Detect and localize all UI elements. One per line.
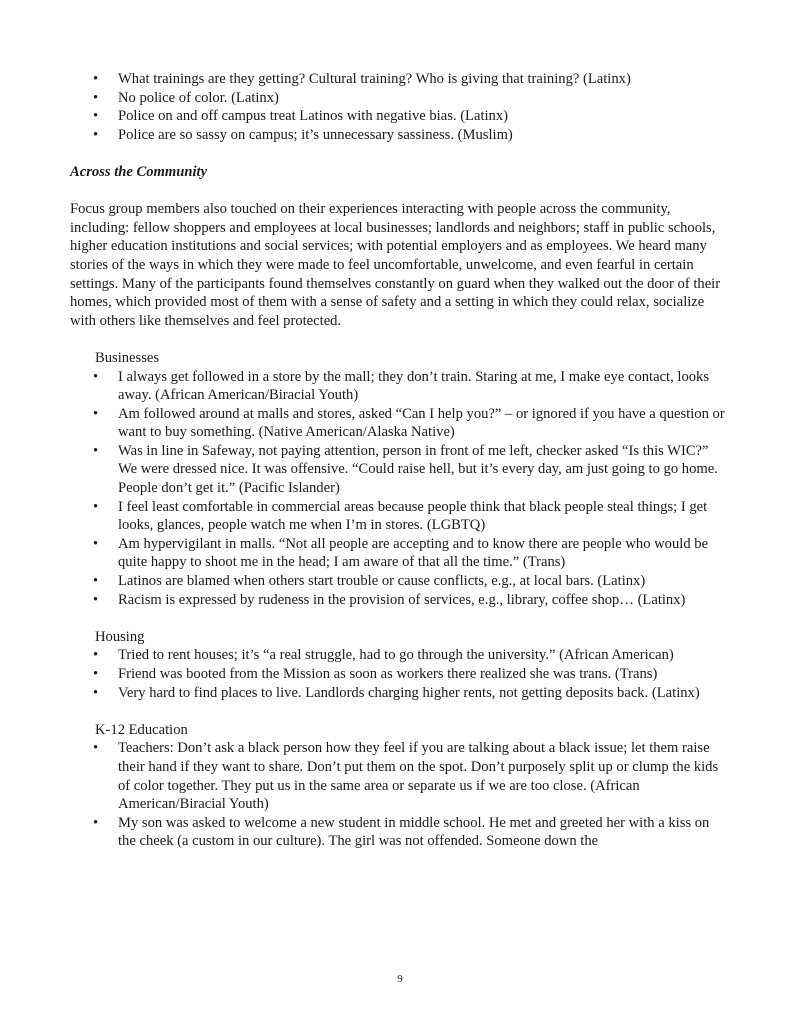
- housing-list: [70, 646, 730, 702]
- list-item: • Police are so sassy on campus; it’s unnecessary sassiness. (Muslim): [70, 126, 730, 145]
- list-item: • No police of color. (Latinx): [70, 89, 730, 108]
- businesses-label: Businesses: [95, 349, 160, 366]
- k12-list: [70, 739, 730, 851]
- businesses-section: [70, 349, 730, 609]
- list-item: • My son was asked to welcome a new student in middle school. He met and greeted her with a kiss on the cheek (a custom in our culture). The girl was not offended. Someone down the: [70, 814, 730, 851]
- list-item: • Am hypervigilant in malls. “Not all people are accepting and to know there are people who would be quite happy to shoot me in the head; I am aware of that all the time.” (Trans): [70, 535, 730, 572]
- list-item: • Police on and off campus treat Latinos with negative bias. (Latinx): [70, 107, 730, 126]
- housing-label: Housing: [95, 628, 145, 645]
- list-item: • I always get followed in a store by the mall; they don’t train. Staring at me, I make eye contact, looks away. (African American/Biracial Youth): [70, 368, 730, 405]
- page-number: 9: [397, 973, 403, 985]
- list-item: • Latinos are blamed when others start trouble or cause conflicts, e.g., at local bars. (Latinx): [70, 572, 730, 591]
- list-item: • I feel least comfortable in commercial areas because people think that black people steal things; I get looks, glances, people watch me when I’m in stores. (LGBTQ): [70, 498, 730, 535]
- document-page: [70, 70, 730, 870]
- list-item: • Friend was booted from the Mission as soon as workers there realized she was trans. (Trans): [70, 665, 730, 684]
- businesses-list: [70, 368, 730, 610]
- list-item: • Teachers: Don’t ask a black person how they feel if you are talking about a black issue; let them raise their hand if they want to share. Don’t put them on the spot. Don’t purposely split up or clump the kids of color together. They put us in the same area or separate us if we are too close. (African American/Biracial Youth): [70, 739, 730, 813]
- list-item: • Racism is expressed by rudeness in the provision of services, e.g., library, coffee shop… (Latinx): [70, 591, 730, 610]
- police-bullet-list: [70, 70, 730, 144]
- housing-section: [70, 628, 730, 702]
- k12-section: [70, 721, 730, 851]
- section-heading: Across the Community: [70, 163, 208, 180]
- list-item: • Tried to rent houses; it’s “a real struggle, had to go through the university.” (African American): [70, 646, 730, 665]
- k12-label: K-12 Education: [95, 721, 188, 738]
- list-item: • Very hard to find places to live. Landlords charging higher rents, not getting deposits back. (Latinx): [70, 684, 730, 703]
- list-item: • Was in line in Safeway, not paying attention, person in front of me left, checker asked “Is this WIC?” We were dressed nice. It was offensive. “Could raise hell, but it’s every day, am just going to go home. People don’t get it.” (Pacific Islander): [70, 442, 730, 498]
- body-paragraph: Focus group members also touched on their experiences interacting with people across the community, including: fellow shoppers and employees at local businesses; landlords and neighbors; staff in public schools, higher education institutions and social services; with potential employers and as employees. We heard many stories of the ways in which they were made to feel uncomfortable, unwelcome, and even fearful in certain settings. Many of the participants found themselves constantly on guard when they walked out the door of their homes, which provided most of them with a sense of safety and a setting in which they could relax, socialize with others like themselves and feel protected.: [70, 201, 721, 329]
- list-item: • What trainings are they getting? Cultural training? Who is giving that training? (Latinx): [70, 70, 730, 89]
- list-item: • Am followed around at malls and stores, asked “Can I help you?” – or ignored if you have a question or want to buy something. (Native American/Alaska Native): [70, 405, 730, 442]
